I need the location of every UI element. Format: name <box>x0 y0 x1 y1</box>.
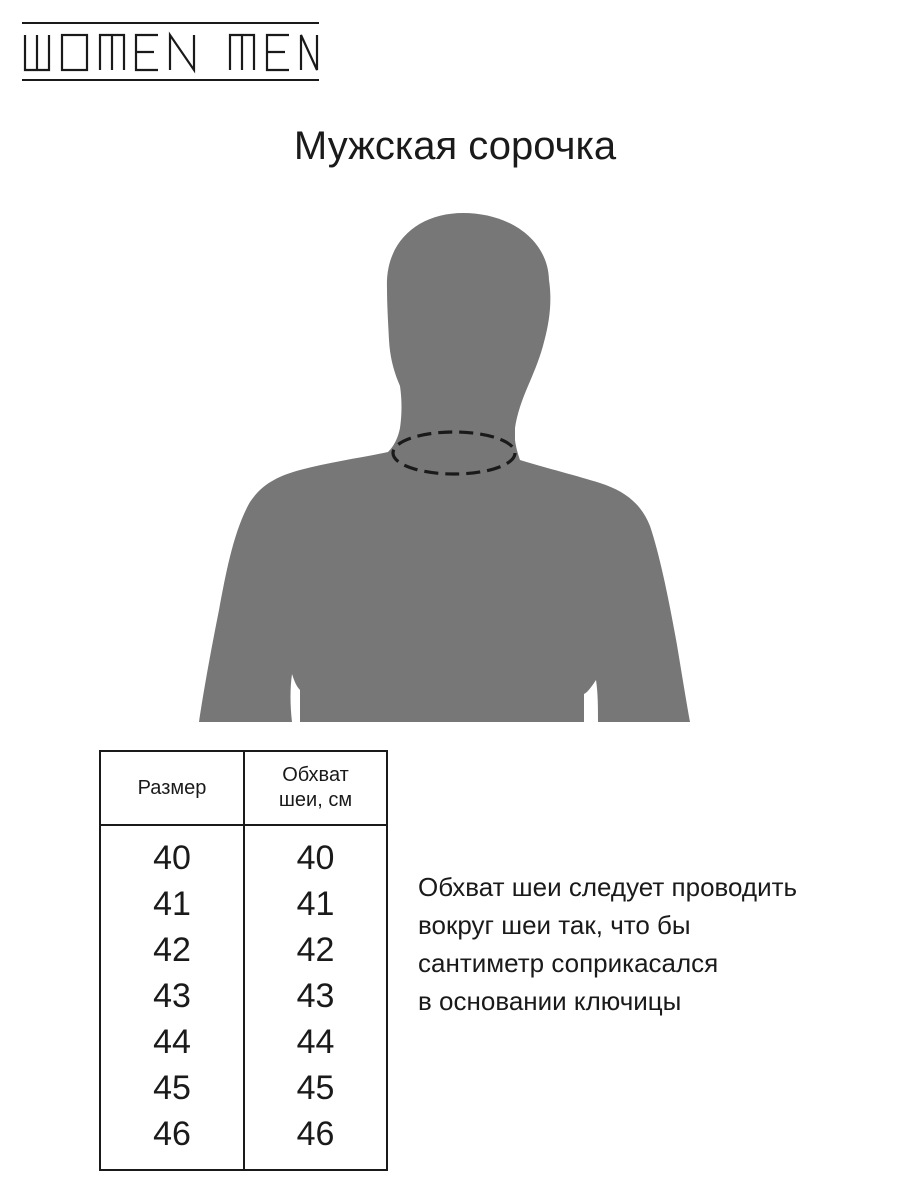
size-cell: 41 <box>100 881 244 927</box>
table-row <box>100 825 387 881</box>
note-line: Обхват шеи следует проводить <box>418 872 798 902</box>
size-cell: 43 <box>100 973 244 1019</box>
neck-cell: 46 <box>244 1111 387 1170</box>
size-cell: 44 <box>100 1019 244 1065</box>
header-neck-line1: Обхват <box>282 764 349 786</box>
header-size: Размер <box>100 751 244 825</box>
man-silhouette-illustration <box>0 200 900 730</box>
neck-cell: 45 <box>244 1065 387 1111</box>
brand-logo <box>22 22 319 82</box>
header-neck-girth <box>244 751 387 825</box>
logo-bottom-rule <box>22 79 319 81</box>
note-line: в основании ключицы <box>418 986 682 1016</box>
measurement-note <box>418 868 888 1020</box>
table-row <box>100 1111 387 1170</box>
size-cell: 45 <box>100 1065 244 1111</box>
size-table <box>99 750 388 1171</box>
table-row <box>100 973 387 1019</box>
table-row <box>100 927 387 973</box>
table-row <box>100 881 387 927</box>
note-line: сантиметр соприкасался <box>418 948 719 978</box>
note-line: вокруг шеи так, что бы <box>418 910 691 940</box>
neck-cell: 40 <box>244 825 387 881</box>
silhouette-body <box>199 213 690 722</box>
table-row <box>100 1019 387 1065</box>
size-table-header-row <box>100 751 387 825</box>
page-title: Мужская сорочка <box>293 124 617 168</box>
neck-cell: 44 <box>244 1019 387 1065</box>
size-cell: 46 <box>100 1111 244 1170</box>
neck-cell: 41 <box>244 881 387 927</box>
neck-cell: 42 <box>244 927 387 973</box>
table-row <box>100 1065 387 1111</box>
neck-cell: 43 <box>244 973 387 1019</box>
header-neck-line2: шеи, см <box>278 789 353 811</box>
size-cell: 42 <box>100 927 244 973</box>
size-cell: 40 <box>100 825 244 881</box>
logo-wordmark <box>22 22 319 82</box>
